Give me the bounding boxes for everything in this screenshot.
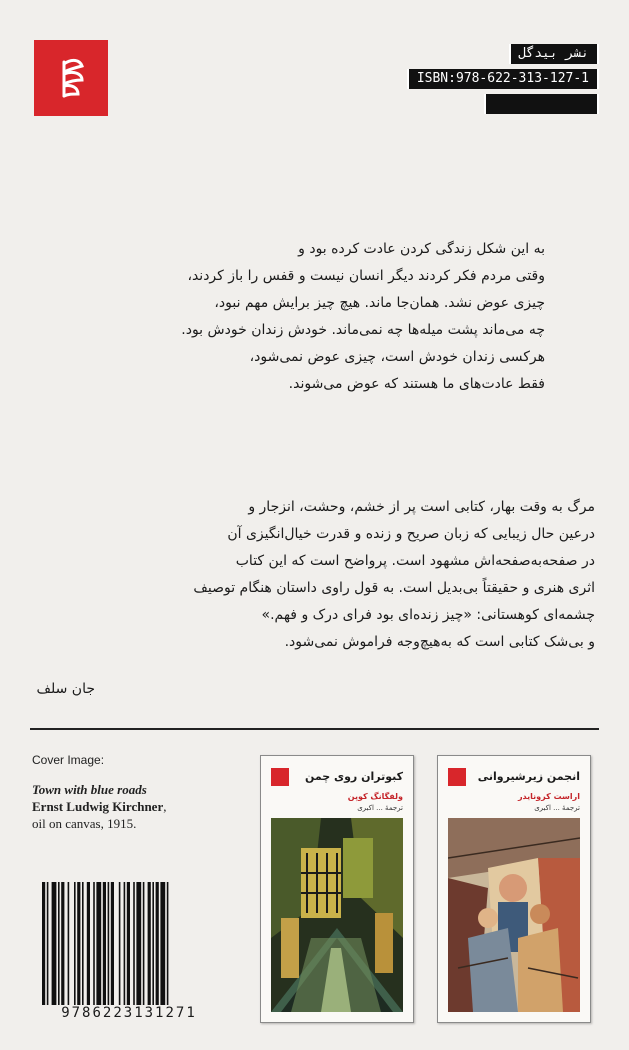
blurb-line: در صفحه‌به‌صفحه‌اش مشهود است. پرواضح است که این کتاب xyxy=(235,553,595,569)
barcode-bar xyxy=(148,882,151,1007)
publisher-info-box xyxy=(407,44,599,119)
barcode-bar xyxy=(133,882,135,1007)
barcode-bar xyxy=(136,882,141,1007)
blurb-line: درعین حال زیبایی که زبان صریح و زنده و قدرت خیال‌انگیزی آن xyxy=(227,526,595,542)
barcode-bar xyxy=(108,882,110,1007)
barcode-bar xyxy=(160,882,165,1007)
blurb-line: و بی‌شک کتابی است که به‌هیچ‌وجه فراموش نمی‌شود. xyxy=(284,634,595,650)
barcode-bar xyxy=(74,882,76,1007)
barcode-bar xyxy=(96,882,101,1007)
related-book-cover xyxy=(437,755,591,1023)
book-title: کبوتران روی چمن xyxy=(304,770,403,783)
excerpt-line: به این شکل زندگی کردن عادت کرده بود و xyxy=(298,241,545,257)
blurb-line: مرگ به وقت بهار، کتابی است پر از خشم، وحشت، انزجار و xyxy=(248,499,595,515)
artwork-medium: oil on canvas, 1915. xyxy=(32,816,137,831)
redacted-line xyxy=(484,94,599,114)
barcode-bar xyxy=(77,882,80,1007)
barcode-bar xyxy=(58,882,60,1007)
barcode-bar xyxy=(124,882,126,1007)
excerpt-line: فقط عادت‌های ما هستند که عوض می‌شوند. xyxy=(288,376,545,392)
book-logo-icon xyxy=(271,768,289,786)
barcode-bar xyxy=(87,882,90,1007)
barcode-bar xyxy=(119,882,121,1007)
barcode-number: 9786223131271 xyxy=(34,1005,224,1021)
review-blurb xyxy=(35,494,595,656)
back-cover-excerpt xyxy=(75,236,545,398)
barcode-bar xyxy=(152,882,154,1007)
blurb-author: جان سلف xyxy=(36,681,95,697)
excerpt-line: وقتی مردم فکر کردند دیگر انسان نیست و قفس را باز کردند، xyxy=(187,268,545,284)
barcode xyxy=(40,882,220,1022)
artwork-title: Town with blue roads xyxy=(32,782,147,797)
barcode-bar xyxy=(61,882,64,1007)
cover-image-label: Cover Image: xyxy=(32,753,105,767)
barcode-bar xyxy=(143,882,145,1007)
butterfly-logo-icon xyxy=(34,40,108,116)
book-cover-artwork xyxy=(448,818,580,1012)
barcode-bar xyxy=(42,882,45,1007)
barcode-bar xyxy=(82,882,84,1007)
related-book-cover xyxy=(260,755,414,1023)
excerpt-line: هرکسی زندان خودش است، چیزی عوض نمی‌شود، xyxy=(249,349,545,365)
book-logo-icon xyxy=(448,768,466,786)
book-cover-artwork xyxy=(271,818,403,1012)
isbn: ISBN:978-622-313-127-1 xyxy=(407,69,599,89)
blurb-line: چشمه‌ای کوهستانی: «چیز زنده‌ای بود فرای درک و فهم.» xyxy=(261,607,595,623)
book-author: ولفگانگ کوپن xyxy=(347,792,403,801)
excerpt-line: چیزی عوض نشد. همان‌جا ماند. هیچ چیز برایش مهم نبود، xyxy=(214,295,545,311)
cover-image-credit: Cover Image: Town with blue roads Ernst Ludwig Kirchner, oil on canvas, 1915. xyxy=(32,752,232,832)
barcode-bar xyxy=(68,882,70,1007)
barcode-bar xyxy=(93,882,95,1007)
barcode-bar xyxy=(156,882,159,1007)
artist-name: Ernst Ludwig Kirchner xyxy=(32,799,164,814)
book-title: انجمن زیرشیروانی xyxy=(477,770,580,783)
book-author: اراست کرونایدر xyxy=(517,792,580,801)
barcode-bar xyxy=(52,882,57,1007)
barcode-bar xyxy=(127,882,130,1007)
book-translator: ترجمهٔ ... اکبری xyxy=(534,804,580,812)
barcode-bar xyxy=(111,882,114,1007)
barcode-bar xyxy=(103,882,106,1007)
divider xyxy=(30,728,599,730)
publisher-name: نشر بیدگل xyxy=(509,44,599,64)
publisher-logo xyxy=(34,40,108,116)
book-translator: ترجمهٔ ... اکبری xyxy=(357,804,403,812)
barcode-bar xyxy=(167,882,169,1007)
barcode-bar xyxy=(47,882,49,1007)
blurb-line: اثری هنری و حقیقتاً بی‌بدیل است. به قول راوی داستان هنگام توصیف xyxy=(193,580,595,596)
excerpt-line: چه می‌ماند پشت میله‌ها چه نمی‌ماند. خودش زندان خودش بود. xyxy=(181,322,545,338)
